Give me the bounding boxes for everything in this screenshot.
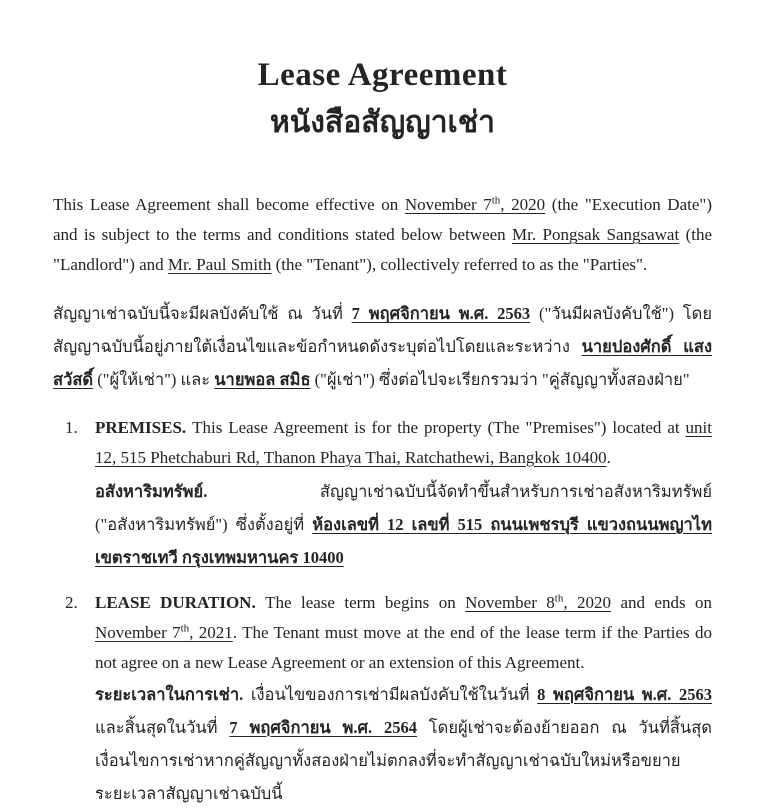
- section-lease-duration: [65, 588, 712, 810]
- section-lease-duration-text-thai: ระยะเวลาในการเช่า. เงื่อนไขของการเช่ามีผลบังคับใช้ในวันที่ 8 พฤศจิกายน พ.ศ. 2563 และสิ้นสุดในวันที่ 7 พฤศจิกายน พ.ศ. 2564 โดยผู้เช่าจะต้องย้ายออก ณ วันที่สิ้นสุดเงื่อนไขการเช่าหากคู่สัญญาทั้งสองฝ่ายไม่ตกลงที่จะทำสัญญาเช่าฉบับใหม่หรือขยายระยะเวลาสัญญาเช่าฉบับนี้: [95, 684, 713, 803]
- intro-paragraph-thai: สัญญาเช่าฉบับนี้จะมีผลบังคับใช้ ณ วันที่ 7 พฤศจิกายน พ.ศ. 2563 ("วันมีผลบังคับใช้") โดยสัญญาฉบับนี้อยู่ภายใต้เงื่อนไขและข้อกำหนดดังระบุต่อไปโดยและระหว่าง นายปองศักดิ์ แสงสวัสดิ์ ("ผู้ให้เช่า") และ นายพอล สมิธ ("ผู้เช่า") ซึ่งต่อไปจะเรียกรวมว่า "คู่สัญญาทั้งสองฝ่าย": [53, 304, 712, 389]
- section-number: 1.: [65, 417, 78, 437]
- page-title-english: Lease Agreement: [257, 57, 508, 93]
- section-premises-text-thai: อสังหาริมทรัพย์. สัญญาเช่าฉบับนี้จัดทำขึ้นสำหรับการเช่าอสังหาริมทรัพย์ ("อสังหาริมทรัพย์") ซึ่งตั้งอยู่ที่ ห้องเลขที่ 12 เลขที่ 515 ถนนเพชรบุรี แขวงถนนพญาไท เขตราชเทวี กรุงเทพมหานคร 10400: [95, 481, 712, 567]
- intro-paragraph-english: This Lease Agreement shall become effective on November 7th, 2020 (the "Execution Date") and is subject to the terms and conditions stated below between Mr. Pongsak Sangsawat (the "Landlord") and Mr. Paul Smith (the "Tenant"), collectively referred to as the "Parties".: [53, 194, 712, 274]
- section-number: 2.: [65, 592, 78, 612]
- section-lease-duration-text-english: LEASE DURATION. The lease term begins on November 8th, 2020 and ends on November 7th, 2021. The Tenant must move at the end of the lease term if the Parties do not agree on a new Lease Agreement or an extension of this Agreement.: [95, 591, 713, 672]
- page-title-thai: หนังสือสัญญาเช่า: [270, 106, 495, 139]
- section-premises-text-english: PREMISES. This Lease Agreement is for the property (The "Premises") located at unit 12, 515 Phetchaburi Rd, Thanon Phaya Thai, Ratchathewi, Bangkok 10400.: [95, 417, 712, 467]
- section-premises: [65, 413, 712, 574]
